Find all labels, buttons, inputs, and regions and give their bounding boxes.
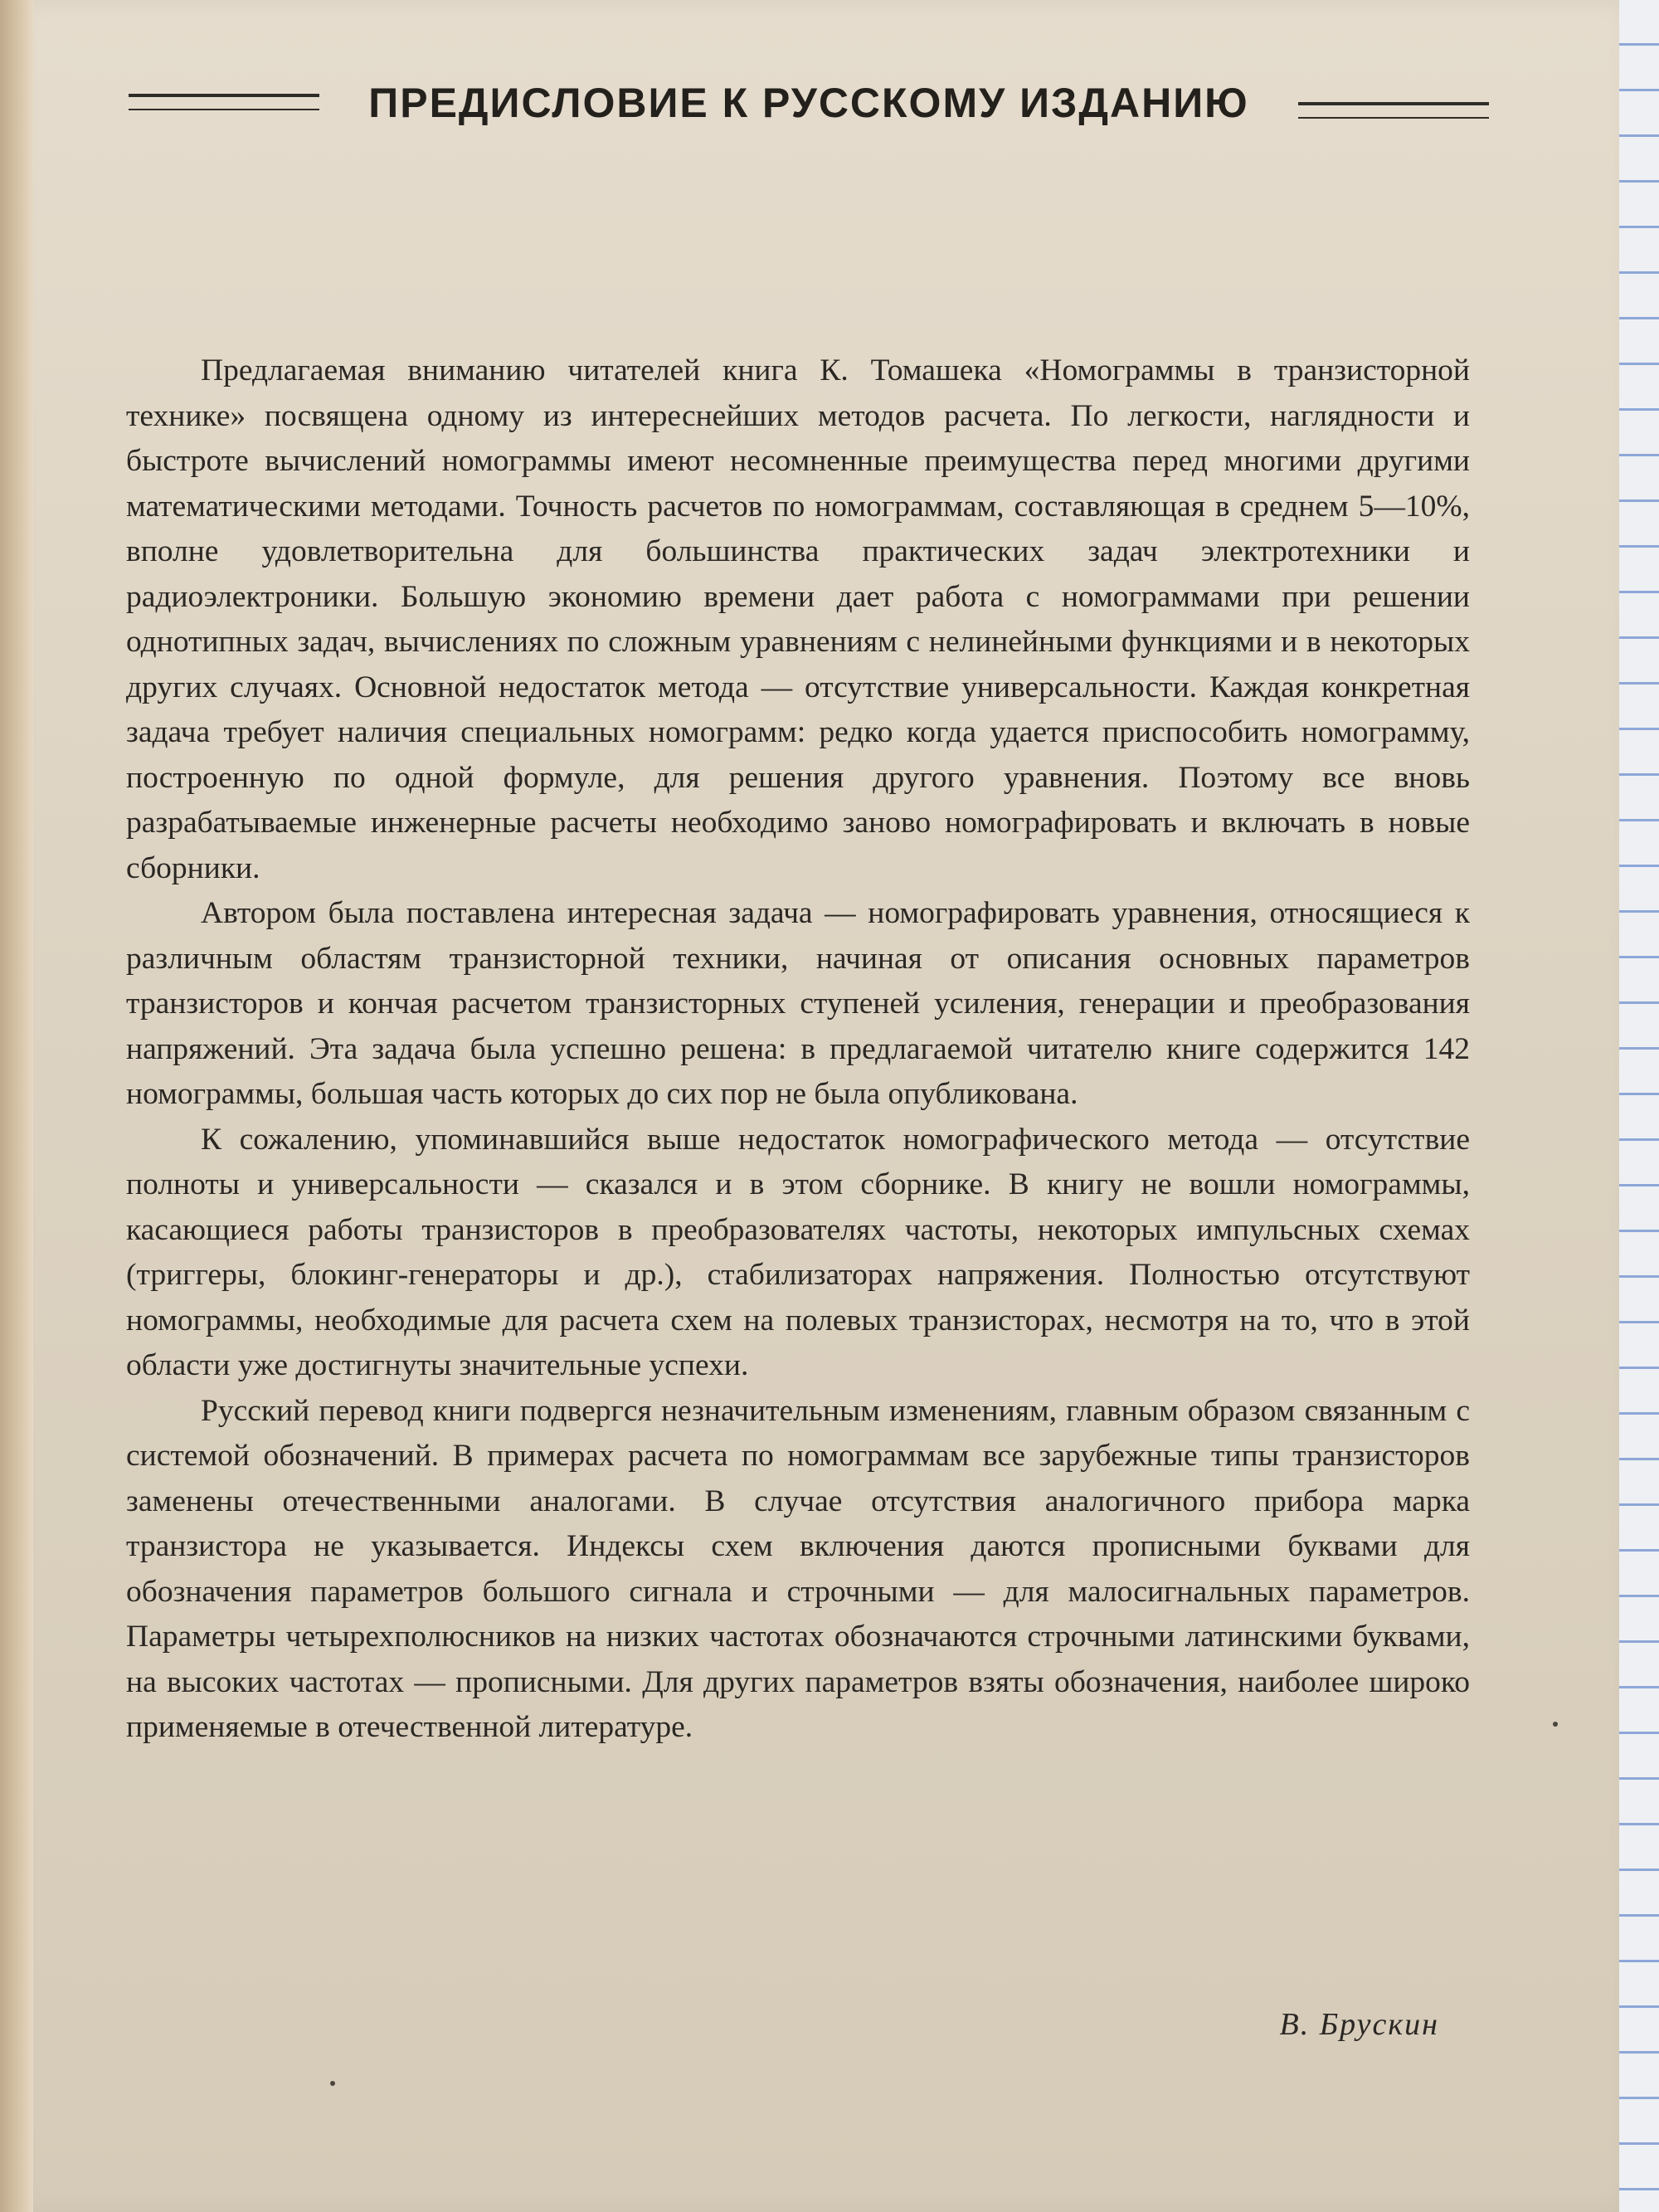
paragraph: К сожалению, упоминавшийся выше недостаток номографического метода — отсутствие полноты и универсальности — сказался и в этом сборнике. В книгу не вошли номограммы, касающиеся работы транзисторов в преобразователях частоты, некоторых импульсных схемах (триггеры, блокинг-генераторы и др.), стабилизаторах напряжения. Полностью отсутствуют номограммы, необходимые для расчета схем на полевых транзисторах, несмотря на то, что в этой области уже достигнуты значительные успехи. bbox=[126, 1122, 1470, 1382]
heading-rule-left bbox=[129, 94, 319, 110]
heading-row bbox=[129, 79, 1489, 162]
paragraph: Русский перевод книги подвергся незначительным изменениям, главным образом связанным с системой обозначений. В примерах расчета по номограммам все зарубежные типы транзисторов заменены отечественными аналогами. В случае отсутствия аналогичного прибора марка транзистора не указывается. Индексы схем включения даются прописными буквами для обозначения параметров большого сигнала и строчными — для малосигнальных параметров. Параметры четырехполюсников на низких частотах обозначаются строчными латинскими буквами, на высоких частотах — прописными. Для других параметров взяты обозначения, наиболее широко применяемые в отечественной литературе. bbox=[126, 1393, 1470, 1744]
paper-speck bbox=[1553, 1722, 1558, 1727]
page-title: ПРЕДИСЛОВИЕ К РУССКОМУ ИЗДАНИЮ bbox=[368, 80, 1249, 126]
body-text bbox=[126, 348, 1470, 1751]
paragraph: Предлагаемая вниманию читателей книга К. Томашека «Номограммы в транзисторной технике» посвящена одному из интереснейших методов расчета. По легкости, наглядности и быстроте вычислений номограммы имеют несомненные преимущества перед многими другими математическими методами. Точность расчетов по номограммам, составляющая в среднем 5—10%, вполне удовлетворительна для большинства практических задач электротехники и радиоэлектроники. Большую экономию времени дает работа с номограммами при решении однотипных задач, вычислениях по сложным уравнениям с нелинейными функциями и в некоторых других случаях. Основной недостаток метода — отсутствие универсальности. Каждая конкретная задача требует наличия специальных номограмм: редко когда удается приспособить номограмму, построенную по одной формуле, для решения другого уравнения. Поэтому все вновь разрабатываемые инженерные расчеты необходимо заново номографировать и включать в новые сборники. bbox=[126, 353, 1470, 885]
paragraph: Автором была поставлена интересная задача — номографировать уравнения, относящиеся к различным областям транзисторной техники, начиная от описания основных параметров транзисторов и кончая расчетом транзисторных ступеней усиления, генерации и преобразования напряжений. Эта задача была успешно решена: в предлагаемой читателю книге содержится 142 номограммы, большая часть которых до сих пор не была опубликована. bbox=[126, 896, 1470, 1111]
notebook-edge bbox=[1619, 0, 1659, 2212]
heading-rule-right bbox=[1298, 102, 1489, 119]
book-gutter bbox=[0, 0, 33, 2212]
paper-speck bbox=[330, 2081, 335, 2086]
author-signature: В. Брускин bbox=[1279, 2007, 1439, 2042]
